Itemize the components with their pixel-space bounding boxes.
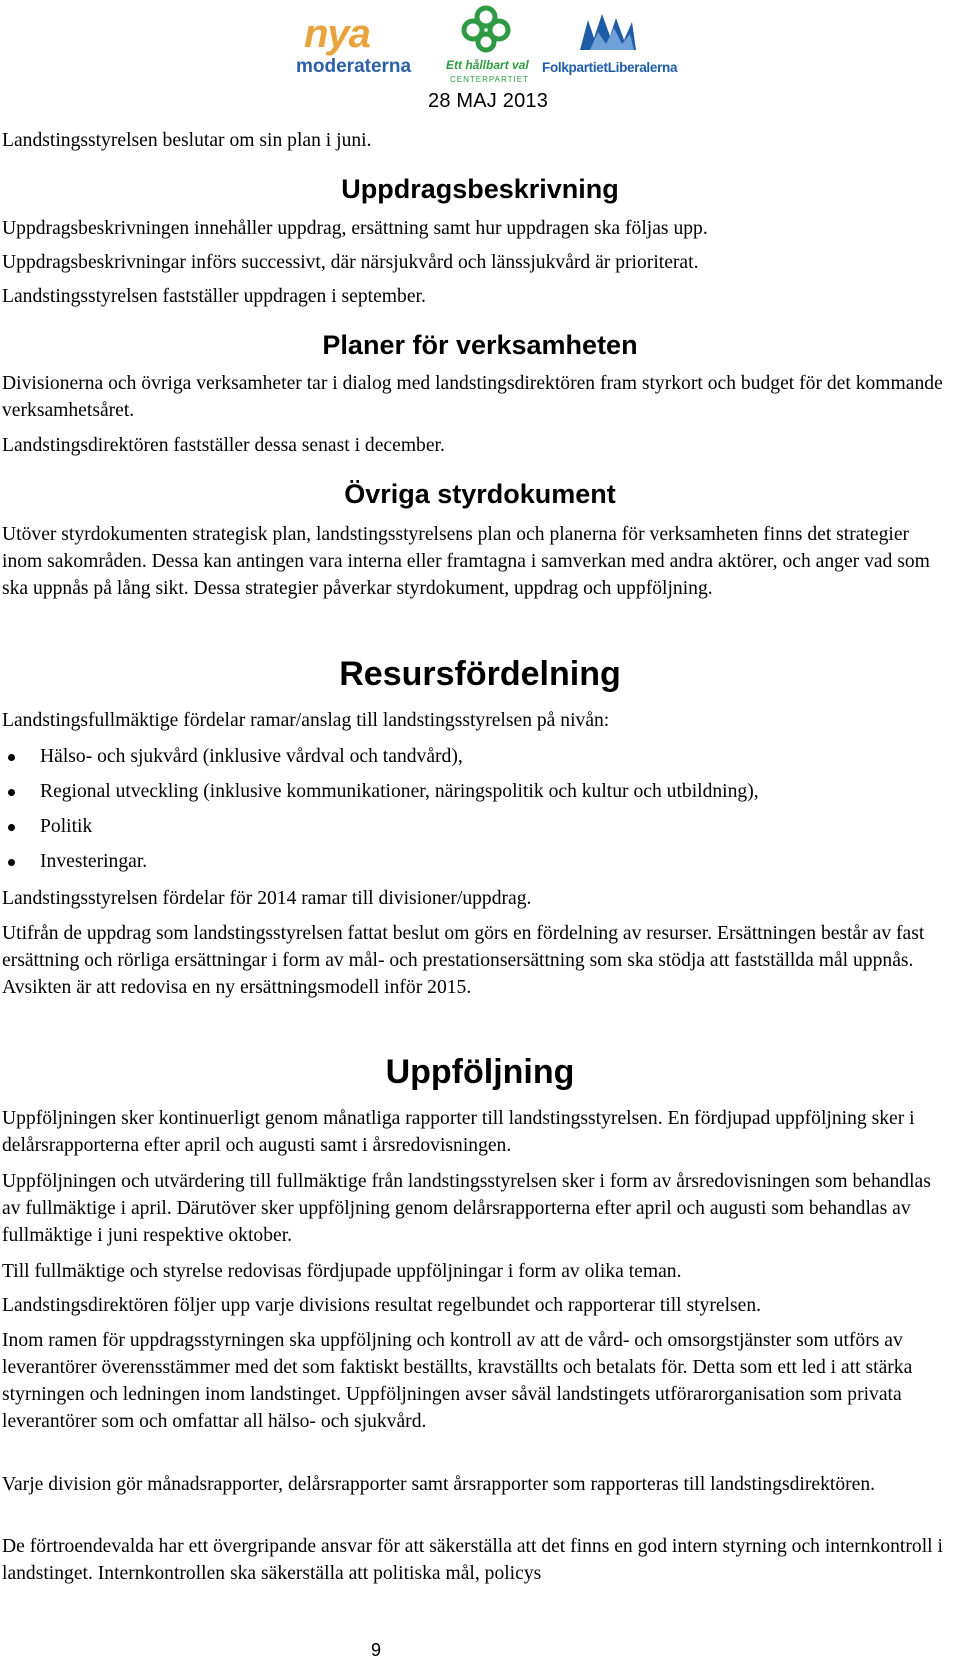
uppfoljning-paragraph-6: Varje division gör månadsrapporter, delårsrapporter samt årsrapporter som rapporteras till landstingsdirektören. — [2, 1474, 876, 1495]
cornflower-icon — [572, 10, 652, 54]
list-item-text: Politik — [40, 816, 93, 837]
liberalerna-logo-name: FolkpartietLiberalerna — [542, 60, 678, 75]
liberalerna-logo — [542, 10, 678, 80]
uppfoljning-paragraph-4: Landstingsdirektören följer upp varje divisions resultat regelbundet och rapporterar till styrelsen. — [2, 1295, 762, 1316]
uppfoljning-paragraph-5: Inom ramen för uppdragsstyrningen ska uppföljning och kontroll av att de vård- och omsorgstjänster som utförs av leverantörer överensstämmer med det som faktiskt beställts, kravställts och betalats för. Detta som ett led i att stärka styrningen och ledningen inom landstinget. Uppföljningen avser såväl landstingets utförarorganisation som privata leverantörer som och omfattar all hälso- och sjukvård. — [2, 1330, 913, 1432]
bullet-dot — [8, 754, 15, 761]
uppfoljning-paragraph-3: Till fullmäktige och styrelse redovisas fördjupade uppföljningar i form av olika teman. — [2, 1261, 682, 1282]
moderaterna-logo-nya: nya — [304, 12, 370, 56]
heading-resursfordelning: Resursfördelning — [339, 655, 621, 693]
centerpartiet-logo-name: CENTERPARTIET — [450, 75, 529, 84]
resurs-paragraph-3: Utifrån de uppdrag som landstingsstyrelsen fattat beslut om görs en fördelning av resurser. Ersättningen består av fast ersättning och rörliga ersättningar i form av mål- och prestationsersättning som ska stödja att fastställda mål uppnås. Avsikten är att redovisa en ny ersättningsmodell inför 2015. — [2, 923, 925, 998]
uppdrag-paragraph-2: Uppdragsbeskrivningar införs successivt, där närsjukvård och länssjukvård är prioriterat. — [2, 252, 699, 273]
list-item-text: Investeringar. — [40, 851, 148, 872]
moderaterna-logo-name: moderaterna — [296, 56, 412, 77]
heading-ovriga: Övriga styrdokument — [344, 479, 616, 509]
planer-paragraph-2: Landstingsdirektören fastställer dessa senast i december. — [2, 435, 445, 456]
heading-uppdragsbeskrivning: Uppdragsbeskrivning — [341, 174, 619, 204]
intro-text: Landstingsstyrelsen beslutar om sin plan i juni. — [2, 130, 372, 151]
bullet-dot — [8, 789, 15, 796]
heading-uppfoljning: Uppföljning — [385, 1053, 575, 1091]
bullet-dot — [8, 859, 15, 866]
resurs-paragraph-2: Landstingsstyrelsen fördelar för 2014 ramar till divisioner/uppdrag. — [2, 888, 532, 909]
moderaterna-logo — [296, 12, 426, 80]
uppfoljning-paragraph-1: Uppföljningen sker kontinuerligt genom månatliga rapporter till landstingsstyrelsen. En fördjupad uppföljning sker i delårsrapporterna efter april och augusti samt i årsredovisningen. — [2, 1108, 915, 1156]
centerpartiet-logo-slogan: Ett hållbart val — [446, 58, 529, 72]
bullet-dot — [8, 824, 15, 831]
uppdrag-paragraph-3: Landstingsstyrelsen fastställer uppdragen i september. — [2, 286, 426, 307]
heading-planer: Planer för verksamheten — [322, 330, 638, 360]
document-date: 28 MAJ 2013 — [428, 90, 549, 112]
list-item-text: Regional utveckling (inklusive kommunikationer, näringspolitik och kultur och utbildning), — [40, 781, 759, 802]
page-number: 9 — [371, 1640, 382, 1660]
resurs-paragraph-1: Landstingsfullmäktige fördelar ramar/anslag till landstingsstyrelsen på nivån: — [2, 710, 610, 731]
centerpartiet-logo — [446, 4, 529, 88]
planer-paragraph-1: Divisionerna och övriga verksamheter tar i dialog med landstingsdirektören fram styrkort och budget för det kommande verksamhetsåret. — [2, 373, 943, 421]
uppfoljning-paragraph-2: Uppföljningen och utvärdering till fullmäktige från landstingsstyrelsen sker i form av årsredovisningen som behandlas av fullmäktige i april. Därutöver sker uppföljning genom delårsrapporterna efter april och augusti som behandlas av fullmäktige i juni respektive oktober. — [2, 1171, 931, 1246]
list-item-text: Hälso- och sjukvård (inklusive vårdval och tandvård), — [40, 746, 463, 767]
uppfoljning-paragraph-7: De förtroendevalda har ett övergripande ansvar för att säkerställa att det finns en god intern styrning och internkontroll i landstinget. Internkontrollen ska säkerställa att politiska mål, policys — [2, 1536, 943, 1584]
clover-icon — [446, 4, 526, 56]
uppdrag-paragraph-1: Uppdragsbeskrivningen innehåller uppdrag, ersättning samt hur uppdragen ska följas upp. — [2, 218, 708, 239]
ovriga-paragraph-1: Utöver styrdokumenten strategisk plan, landstingsstyrelsens plan och planerna för verksamheten finns det strategier inom sakområden. Dessa kan antingen vara interna eller framtagna i samverkan med andra aktörer, och anger vad som ska uppnås på lång sikt. Dessa strategier påverkar styrdokument, uppdrag och uppföljning. — [2, 524, 930, 599]
